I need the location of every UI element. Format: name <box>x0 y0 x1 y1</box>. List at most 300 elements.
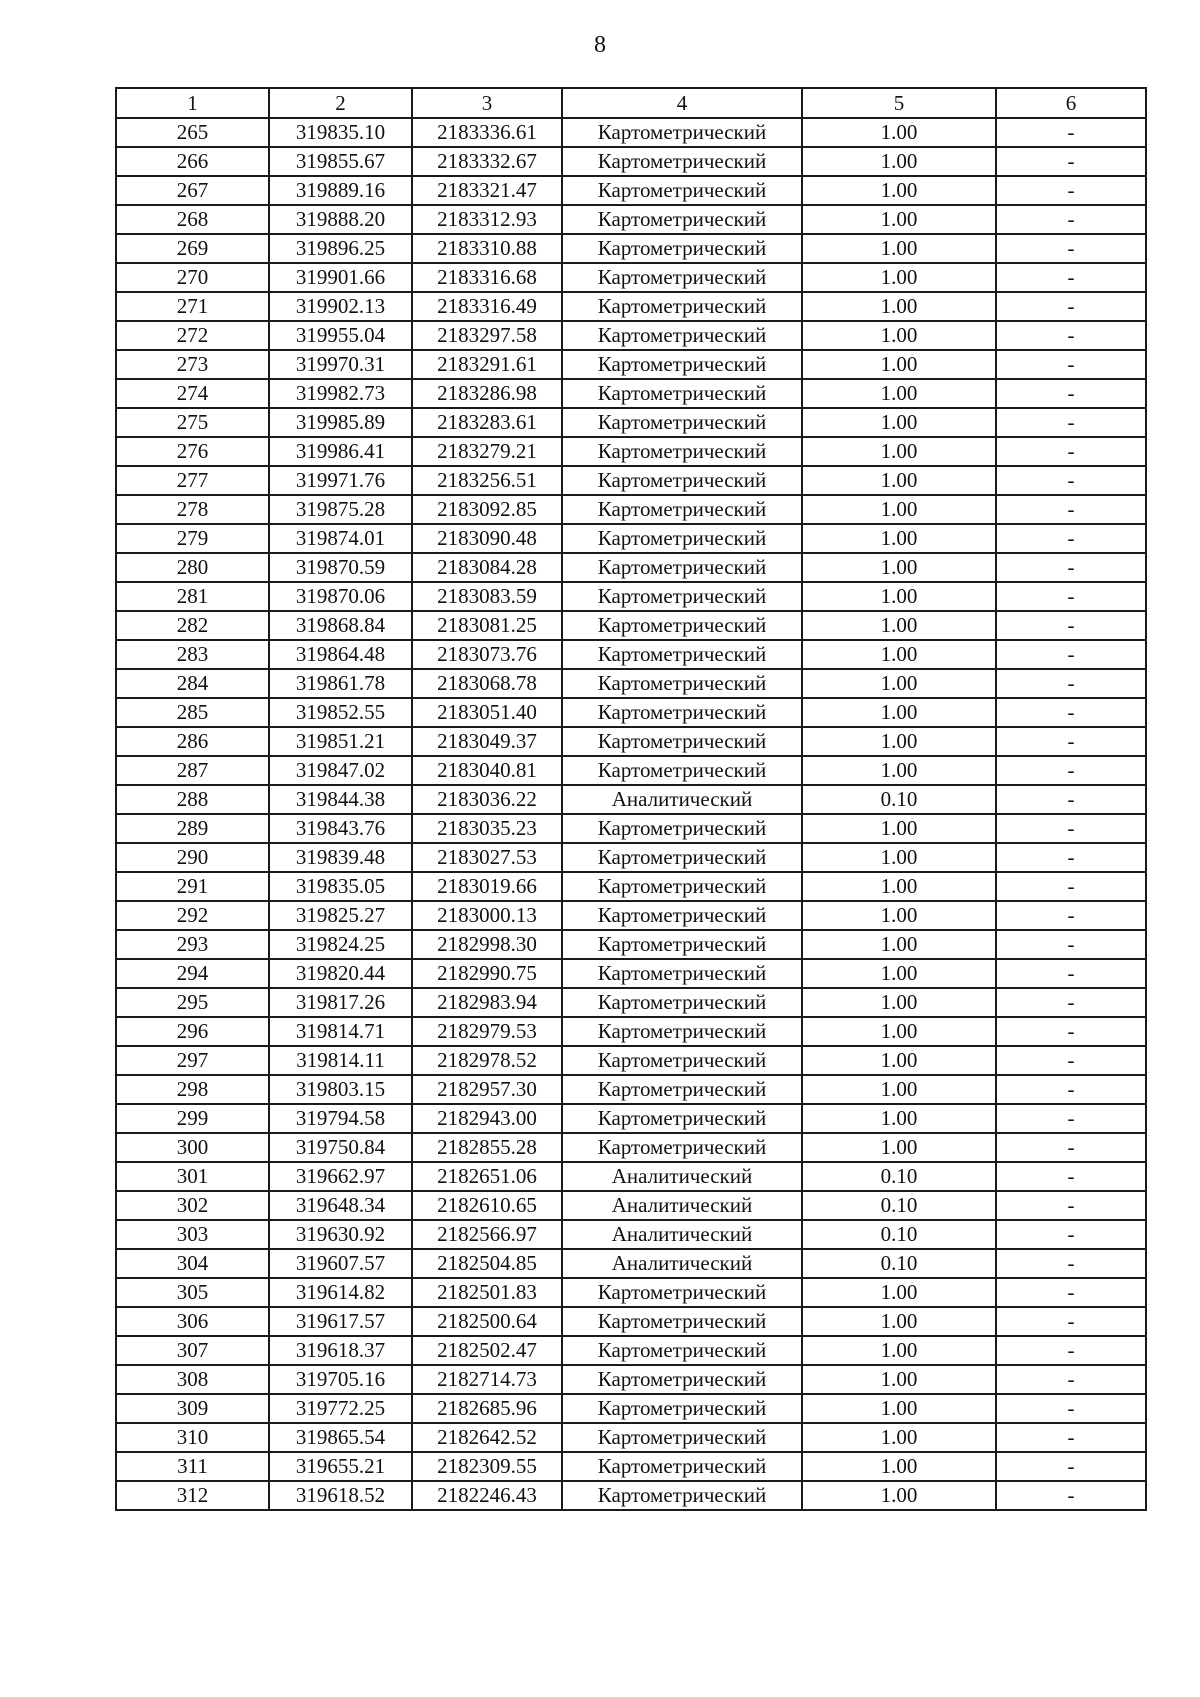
y-coordinate-cell: 2183316.68 <box>412 263 562 292</box>
note-cell: - <box>996 495 1146 524</box>
method-cell: Аналитический <box>562 1162 802 1191</box>
point-number-cell: 287 <box>116 756 269 785</box>
accuracy-cell: 1.00 <box>802 292 996 321</box>
x-coordinate-cell: 319814.11 <box>269 1046 412 1075</box>
method-cell: Картометрический <box>562 1481 802 1510</box>
x-coordinate-cell: 319970.31 <box>269 350 412 379</box>
note-cell: - <box>996 1336 1146 1365</box>
method-cell: Аналитический <box>562 1220 802 1249</box>
note-cell: - <box>996 1191 1146 1220</box>
method-cell: Картометрический <box>562 1017 802 1046</box>
x-coordinate-cell: 319847.02 <box>269 756 412 785</box>
accuracy-cell: 1.00 <box>802 1452 996 1481</box>
note-cell: - <box>996 1046 1146 1075</box>
note-cell: - <box>996 1075 1146 1104</box>
table-row <box>116 292 1146 321</box>
x-coordinate-cell: 319875.28 <box>269 495 412 524</box>
point-number-cell: 298 <box>116 1075 269 1104</box>
y-coordinate-cell: 2182957.30 <box>412 1075 562 1104</box>
method-cell: Картометрический <box>562 901 802 930</box>
y-coordinate-cell: 2183049.37 <box>412 727 562 756</box>
x-coordinate-cell: 319955.04 <box>269 321 412 350</box>
point-number-cell: 267 <box>116 176 269 205</box>
accuracy-cell: 1.00 <box>802 872 996 901</box>
y-coordinate-cell: 2182714.73 <box>412 1365 562 1394</box>
table-row <box>116 321 1146 350</box>
method-cell: Картометрический <box>562 379 802 408</box>
point-number-cell: 281 <box>116 582 269 611</box>
x-coordinate-cell: 319843.76 <box>269 814 412 843</box>
table-row <box>116 176 1146 205</box>
point-number-cell: 293 <box>116 930 269 959</box>
x-coordinate-cell: 319817.26 <box>269 988 412 1017</box>
x-coordinate-cell: 319844.38 <box>269 785 412 814</box>
note-cell: - <box>996 959 1146 988</box>
y-coordinate-cell: 2182504.85 <box>412 1249 562 1278</box>
table-row <box>116 1394 1146 1423</box>
y-coordinate-cell: 2183321.47 <box>412 176 562 205</box>
y-coordinate-cell: 2183283.61 <box>412 408 562 437</box>
table-row <box>116 350 1146 379</box>
y-coordinate-cell: 2183291.61 <box>412 350 562 379</box>
y-coordinate-cell: 2182502.47 <box>412 1336 562 1365</box>
y-coordinate-cell: 2183051.40 <box>412 698 562 727</box>
note-cell: - <box>996 1249 1146 1278</box>
y-coordinate-cell: 2182566.97 <box>412 1220 562 1249</box>
x-coordinate-cell: 319986.41 <box>269 437 412 466</box>
accuracy-cell: 1.00 <box>802 1423 996 1452</box>
y-coordinate-cell: 2183068.78 <box>412 669 562 698</box>
table-row <box>116 727 1146 756</box>
method-cell: Картометрический <box>562 234 802 263</box>
y-coordinate-cell: 2182685.96 <box>412 1394 562 1423</box>
x-coordinate-cell: 319835.10 <box>269 118 412 147</box>
point-number-cell: 286 <box>116 727 269 756</box>
accuracy-cell: 1.00 <box>802 1336 996 1365</box>
method-cell: Картометрический <box>562 408 802 437</box>
point-number-cell: 266 <box>116 147 269 176</box>
accuracy-cell: 1.00 <box>802 495 996 524</box>
method-cell: Картометрический <box>562 350 802 379</box>
table-row <box>116 118 1146 147</box>
table-row <box>116 611 1146 640</box>
point-number-cell: 292 <box>116 901 269 930</box>
x-coordinate-cell: 319655.21 <box>269 1452 412 1481</box>
method-cell: Картометрический <box>562 1104 802 1133</box>
y-coordinate-cell: 2183000.13 <box>412 901 562 930</box>
y-coordinate-cell: 2182309.55 <box>412 1452 562 1481</box>
method-cell: Картометрический <box>562 814 802 843</box>
note-cell: - <box>996 437 1146 466</box>
y-coordinate-cell: 2182998.30 <box>412 930 562 959</box>
y-coordinate-cell: 2183256.51 <box>412 466 562 495</box>
point-number-cell: 291 <box>116 872 269 901</box>
accuracy-cell: 1.00 <box>802 466 996 495</box>
y-coordinate-cell: 2183279.21 <box>412 437 562 466</box>
accuracy-cell: 1.00 <box>802 1394 996 1423</box>
method-cell: Картометрический <box>562 147 802 176</box>
table-row <box>116 785 1146 814</box>
note-cell: - <box>996 785 1146 814</box>
y-coordinate-cell: 2183035.23 <box>412 814 562 843</box>
y-coordinate-cell: 2182978.52 <box>412 1046 562 1075</box>
table-row <box>116 1133 1146 1162</box>
point-number-cell: 269 <box>116 234 269 263</box>
y-coordinate-cell: 2183073.76 <box>412 640 562 669</box>
point-number-cell: 273 <box>116 350 269 379</box>
x-coordinate-cell: 319839.48 <box>269 843 412 872</box>
table-row <box>116 1365 1146 1394</box>
y-coordinate-cell: 2182651.06 <box>412 1162 562 1191</box>
method-cell: Картометрический <box>562 321 802 350</box>
accuracy-cell: 1.00 <box>802 379 996 408</box>
note-cell: - <box>996 756 1146 785</box>
note-cell: - <box>996 698 1146 727</box>
y-coordinate-cell: 2183316.49 <box>412 292 562 321</box>
column-header: 1 <box>116 88 269 118</box>
method-cell: Картометрический <box>562 495 802 524</box>
point-number-cell: 312 <box>116 1481 269 1510</box>
accuracy-cell: 1.00 <box>802 756 996 785</box>
method-cell: Картометрический <box>562 1423 802 1452</box>
point-number-cell: 265 <box>116 118 269 147</box>
point-number-cell: 294 <box>116 959 269 988</box>
x-coordinate-cell: 319874.01 <box>269 524 412 553</box>
x-coordinate-cell: 319865.54 <box>269 1423 412 1452</box>
point-number-cell: 285 <box>116 698 269 727</box>
accuracy-cell: 1.00 <box>802 640 996 669</box>
x-coordinate-cell: 319870.59 <box>269 553 412 582</box>
accuracy-cell: 0.10 <box>802 785 996 814</box>
method-cell: Картометрический <box>562 611 802 640</box>
table-row <box>116 205 1146 234</box>
table-row <box>116 1249 1146 1278</box>
y-coordinate-cell: 2183090.48 <box>412 524 562 553</box>
accuracy-cell: 1.00 <box>802 698 996 727</box>
x-coordinate-cell: 319825.27 <box>269 901 412 930</box>
method-cell: Картометрический <box>562 1133 802 1162</box>
note-cell: - <box>996 669 1146 698</box>
y-coordinate-cell: 2182642.52 <box>412 1423 562 1452</box>
note-cell: - <box>996 872 1146 901</box>
method-cell: Картометрический <box>562 1046 802 1075</box>
accuracy-cell: 1.00 <box>802 234 996 263</box>
note-cell: - <box>996 727 1146 756</box>
method-cell: Картометрический <box>562 756 802 785</box>
y-coordinate-cell: 2183084.28 <box>412 553 562 582</box>
y-coordinate-cell: 2182979.53 <box>412 1017 562 1046</box>
point-number-cell: 284 <box>116 669 269 698</box>
y-coordinate-cell: 2183081.25 <box>412 611 562 640</box>
note-cell: - <box>996 553 1146 582</box>
note-cell: - <box>996 1452 1146 1481</box>
table-row <box>116 437 1146 466</box>
table-row <box>116 669 1146 698</box>
table-row <box>116 814 1146 843</box>
method-cell: Картометрический <box>562 640 802 669</box>
y-coordinate-cell: 2183310.88 <box>412 234 562 263</box>
point-number-cell: 290 <box>116 843 269 872</box>
note-cell: - <box>996 524 1146 553</box>
table-row <box>116 1017 1146 1046</box>
x-coordinate-cell: 319750.84 <box>269 1133 412 1162</box>
note-cell: - <box>996 379 1146 408</box>
accuracy-cell: 0.10 <box>802 1191 996 1220</box>
x-coordinate-cell: 319814.71 <box>269 1017 412 1046</box>
accuracy-cell: 1.00 <box>802 1481 996 1510</box>
table-row <box>116 1278 1146 1307</box>
x-coordinate-cell: 319835.05 <box>269 872 412 901</box>
method-cell: Картометрический <box>562 553 802 582</box>
coordinates-table <box>115 87 1147 1511</box>
note-cell: - <box>996 843 1146 872</box>
y-coordinate-cell: 2183332.67 <box>412 147 562 176</box>
point-number-cell: 283 <box>116 640 269 669</box>
x-coordinate-cell: 319971.76 <box>269 466 412 495</box>
method-cell: Картометрический <box>562 263 802 292</box>
note-cell: - <box>996 1307 1146 1336</box>
table-row <box>116 1336 1146 1365</box>
method-cell: Аналитический <box>562 1191 802 1220</box>
table-row <box>116 756 1146 785</box>
method-cell: Картометрический <box>562 1307 802 1336</box>
table-row <box>116 1046 1146 1075</box>
point-number-cell: 272 <box>116 321 269 350</box>
table-row <box>116 1162 1146 1191</box>
point-number-cell: 307 <box>116 1336 269 1365</box>
note-cell: - <box>996 234 1146 263</box>
accuracy-cell: 1.00 <box>802 1046 996 1075</box>
table-row <box>116 930 1146 959</box>
method-cell: Картометрический <box>562 1365 802 1394</box>
accuracy-cell: 1.00 <box>802 669 996 698</box>
method-cell: Картометрический <box>562 1336 802 1365</box>
method-cell: Картометрический <box>562 176 802 205</box>
method-cell: Картометрический <box>562 843 802 872</box>
y-coordinate-cell: 2182501.83 <box>412 1278 562 1307</box>
y-coordinate-cell: 2183286.98 <box>412 379 562 408</box>
accuracy-cell: 1.00 <box>802 350 996 379</box>
table-row <box>116 843 1146 872</box>
accuracy-cell: 1.00 <box>802 205 996 234</box>
method-cell: Картометрический <box>562 1278 802 1307</box>
accuracy-cell: 1.00 <box>802 1017 996 1046</box>
point-number-cell: 268 <box>116 205 269 234</box>
method-cell: Картометрический <box>562 727 802 756</box>
x-coordinate-cell: 319820.44 <box>269 959 412 988</box>
note-cell: - <box>996 466 1146 495</box>
accuracy-cell: 1.00 <box>802 408 996 437</box>
table-body <box>116 118 1146 1510</box>
table-row <box>116 640 1146 669</box>
method-cell: Картометрический <box>562 205 802 234</box>
x-coordinate-cell: 319617.57 <box>269 1307 412 1336</box>
x-coordinate-cell: 319982.73 <box>269 379 412 408</box>
point-number-cell: 309 <box>116 1394 269 1423</box>
accuracy-cell: 1.00 <box>802 1307 996 1336</box>
accuracy-cell: 1.00 <box>802 814 996 843</box>
x-coordinate-cell: 319794.58 <box>269 1104 412 1133</box>
point-number-cell: 301 <box>116 1162 269 1191</box>
method-cell: Картометрический <box>562 1394 802 1423</box>
note-cell: - <box>996 640 1146 669</box>
x-coordinate-cell: 319705.16 <box>269 1365 412 1394</box>
note-cell: - <box>996 147 1146 176</box>
note-cell: - <box>996 118 1146 147</box>
table-row <box>116 1191 1146 1220</box>
column-header: 2 <box>269 88 412 118</box>
x-coordinate-cell: 319662.97 <box>269 1162 412 1191</box>
point-number-cell: 275 <box>116 408 269 437</box>
table-row <box>116 147 1146 176</box>
table-row <box>116 524 1146 553</box>
table-row <box>116 1220 1146 1249</box>
table-row <box>116 495 1146 524</box>
x-coordinate-cell: 319870.06 <box>269 582 412 611</box>
accuracy-cell: 1.00 <box>802 901 996 930</box>
method-cell: Картометрический <box>562 292 802 321</box>
table-row <box>116 1423 1146 1452</box>
y-coordinate-cell: 2183019.66 <box>412 872 562 901</box>
column-header: 4 <box>562 88 802 118</box>
accuracy-cell: 1.00 <box>802 1365 996 1394</box>
point-number-cell: 282 <box>116 611 269 640</box>
x-coordinate-cell: 319803.15 <box>269 1075 412 1104</box>
x-coordinate-cell: 319851.21 <box>269 727 412 756</box>
y-coordinate-cell: 2183312.93 <box>412 205 562 234</box>
y-coordinate-cell: 2182943.00 <box>412 1104 562 1133</box>
table-row <box>116 1075 1146 1104</box>
point-number-cell: 303 <box>116 1220 269 1249</box>
note-cell: - <box>996 205 1146 234</box>
table-row <box>116 1104 1146 1133</box>
accuracy-cell: 0.10 <box>802 1220 996 1249</box>
method-cell: Аналитический <box>562 1249 802 1278</box>
accuracy-cell: 1.00 <box>802 988 996 1017</box>
point-number-cell: 296 <box>116 1017 269 1046</box>
x-coordinate-cell: 319855.67 <box>269 147 412 176</box>
accuracy-cell: 1.00 <box>802 321 996 350</box>
point-number-cell: 276 <box>116 437 269 466</box>
point-number-cell: 308 <box>116 1365 269 1394</box>
column-header: 3 <box>412 88 562 118</box>
y-coordinate-cell: 2182990.75 <box>412 959 562 988</box>
note-cell: - <box>996 176 1146 205</box>
x-coordinate-cell: 319868.84 <box>269 611 412 640</box>
accuracy-cell: 1.00 <box>802 727 996 756</box>
point-number-cell: 277 <box>116 466 269 495</box>
accuracy-cell: 1.00 <box>802 147 996 176</box>
note-cell: - <box>996 263 1146 292</box>
point-number-cell: 289 <box>116 814 269 843</box>
method-cell: Картометрический <box>562 698 802 727</box>
accuracy-cell: 1.00 <box>802 176 996 205</box>
note-cell: - <box>996 1423 1146 1452</box>
y-coordinate-cell: 2183036.22 <box>412 785 562 814</box>
table-row <box>116 263 1146 292</box>
accuracy-cell: 1.00 <box>802 118 996 147</box>
note-cell: - <box>996 988 1146 1017</box>
method-cell: Картометрический <box>562 466 802 495</box>
y-coordinate-cell: 2183027.53 <box>412 843 562 872</box>
method-cell: Картометрический <box>562 1075 802 1104</box>
x-coordinate-cell: 319618.37 <box>269 1336 412 1365</box>
table-row <box>116 959 1146 988</box>
point-number-cell: 297 <box>116 1046 269 1075</box>
y-coordinate-cell: 2183040.81 <box>412 756 562 785</box>
table-row <box>116 379 1146 408</box>
note-cell: - <box>996 582 1146 611</box>
note-cell: - <box>996 1104 1146 1133</box>
x-coordinate-cell: 319824.25 <box>269 930 412 959</box>
note-cell: - <box>996 350 1146 379</box>
method-cell: Картометрический <box>562 524 802 553</box>
note-cell: - <box>996 321 1146 350</box>
table-row <box>116 234 1146 263</box>
accuracy-cell: 1.00 <box>802 1278 996 1307</box>
table-row <box>116 901 1146 930</box>
table-row <box>116 872 1146 901</box>
point-number-cell: 280 <box>116 553 269 582</box>
note-cell: - <box>996 901 1146 930</box>
accuracy-cell: 1.00 <box>802 524 996 553</box>
x-coordinate-cell: 319861.78 <box>269 669 412 698</box>
note-cell: - <box>996 1162 1146 1191</box>
method-cell: Картометрический <box>562 118 802 147</box>
x-coordinate-cell: 319618.52 <box>269 1481 412 1510</box>
table-row <box>116 582 1146 611</box>
point-number-cell: 270 <box>116 263 269 292</box>
y-coordinate-cell: 2182983.94 <box>412 988 562 1017</box>
x-coordinate-cell: 319985.89 <box>269 408 412 437</box>
x-coordinate-cell: 319902.13 <box>269 292 412 321</box>
point-number-cell: 295 <box>116 988 269 1017</box>
note-cell: - <box>996 930 1146 959</box>
point-number-cell: 310 <box>116 1423 269 1452</box>
method-cell: Картометрический <box>562 669 802 698</box>
accuracy-cell: 1.00 <box>802 582 996 611</box>
x-coordinate-cell: 319630.92 <box>269 1220 412 1249</box>
point-number-cell: 274 <box>116 379 269 408</box>
point-number-cell: 288 <box>116 785 269 814</box>
x-coordinate-cell: 319896.25 <box>269 234 412 263</box>
y-coordinate-cell: 2183336.61 <box>412 118 562 147</box>
point-number-cell: 302 <box>116 1191 269 1220</box>
table-row <box>116 1307 1146 1336</box>
point-number-cell: 300 <box>116 1133 269 1162</box>
method-cell: Картометрический <box>562 1452 802 1481</box>
page-number: 8 <box>594 32 606 58</box>
x-coordinate-cell: 319607.57 <box>269 1249 412 1278</box>
note-cell: - <box>996 814 1146 843</box>
note-cell: - <box>996 1220 1146 1249</box>
accuracy-cell: 1.00 <box>802 611 996 640</box>
accuracy-cell: 1.00 <box>802 1133 996 1162</box>
note-cell: - <box>996 408 1146 437</box>
x-coordinate-cell: 319772.25 <box>269 1394 412 1423</box>
accuracy-cell: 0.10 <box>802 1249 996 1278</box>
x-coordinate-cell: 319889.16 <box>269 176 412 205</box>
note-cell: - <box>996 292 1146 321</box>
point-number-cell: 311 <box>116 1452 269 1481</box>
table-row <box>116 553 1146 582</box>
accuracy-cell: 1.00 <box>802 843 996 872</box>
method-cell: Картометрический <box>562 930 802 959</box>
point-number-cell: 299 <box>116 1104 269 1133</box>
accuracy-cell: 1.00 <box>802 263 996 292</box>
note-cell: - <box>996 1365 1146 1394</box>
accuracy-cell: 1.00 <box>802 959 996 988</box>
